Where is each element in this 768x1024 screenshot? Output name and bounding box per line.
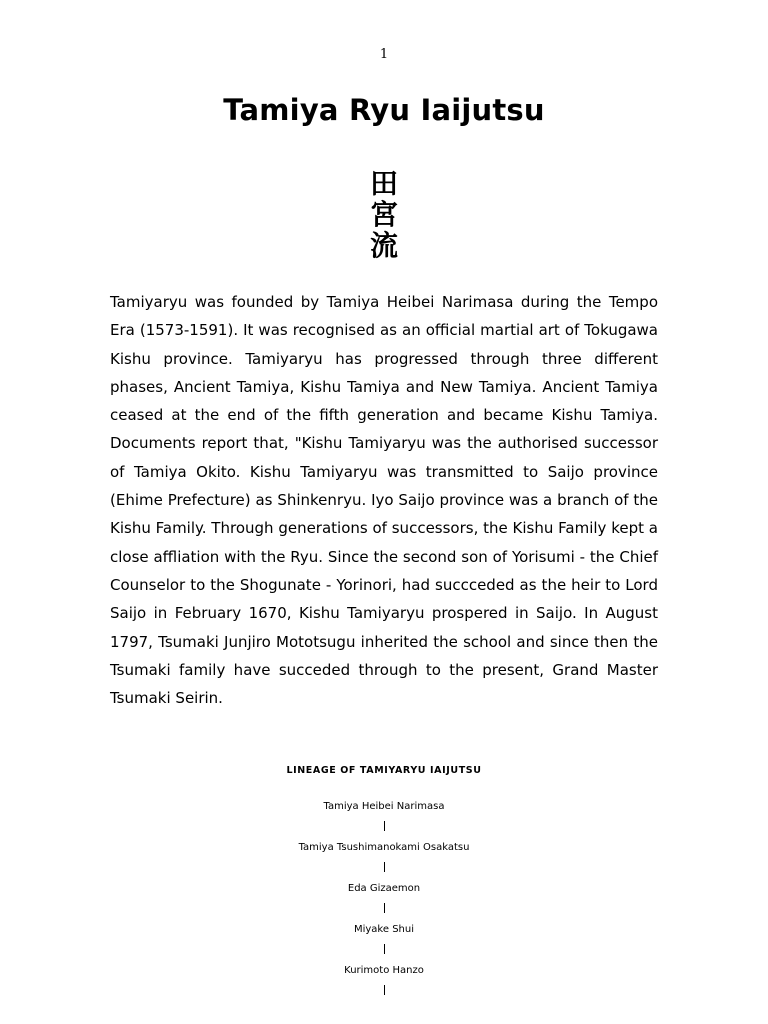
- lineage-item: [0, 882, 768, 913]
- kanji-block: [0, 168, 768, 261]
- lineage-connector: [384, 903, 385, 913]
- page-number: 1: [379, 47, 389, 62]
- lineage-item: [0, 923, 768, 954]
- lineage-name: Miyake Shui: [353, 924, 415, 935]
- kanji-character-miya: 宮: [369, 198, 398, 231]
- lineage-name: Eda Gizaemon: [347, 883, 421, 894]
- lineage-connector: [384, 821, 385, 831]
- lineage-item: [0, 800, 768, 831]
- intro-paragraph: Tamiyaryu was founded by Tamiya Heibei Narimasa during the Tempo Era (1573-1591). It was recognised as an official martial art of Tokugawa Kishu province. Tamiyaryu has progressed through three different phases, Ancient Tamiya, Kishu Tamiya and New Tamiya. Ancient Tamiya ceased at the end of the fifth generation and became Kishu Tamiya. Documents report that, "Kishu Tamiyaryu was the authorised successor of Tamiya Okito. Kishu Tamiyaryu was transmitted to Saijo province (Ehime Prefecture) as Shinkenryu. Iyo Saijo province was a branch of the Kishu Family. Through generations of successors, the Kishu Family kept a close affliation with the Ryu. Since the second son of Yorisumi - the Chief Counselor to the Shogunate - Yorinori, had succceded as the heir to Lord Saijo in February 1670, Kishu Tamiyaryu prospered in Saijo. In August 1797, Tsumaki Junjiro Mototsugu inherited the school and since then the Tsumaki family have succeded through to the present, Grand Master Tsumaki Seirin.: [110, 293, 658, 708]
- lineage-title: LINEAGE OF TAMIYARYU IAIJUTSU: [286, 765, 482, 776]
- lineage-item: [0, 841, 768, 872]
- kanji-character-ryu: 流: [369, 229, 398, 262]
- kanji-character-ta: 田: [369, 167, 398, 200]
- lineage-name: Tamiya Heibei Narimasa: [323, 801, 445, 812]
- lineage-connector: [384, 944, 385, 954]
- lineage-item: [0, 964, 768, 995]
- lineage-connector: [384, 985, 385, 995]
- lineage-list: [0, 800, 768, 995]
- lineage-connector: [384, 862, 385, 872]
- lineage-name: Kurimoto Hanzo: [344, 965, 424, 976]
- lineage-name: Tamiya Tsushimanokami Osakatsu: [298, 842, 470, 853]
- page-title: Tamiya Ryu Iaijutsu: [223, 93, 545, 127]
- lineage-section: [0, 764, 768, 1005]
